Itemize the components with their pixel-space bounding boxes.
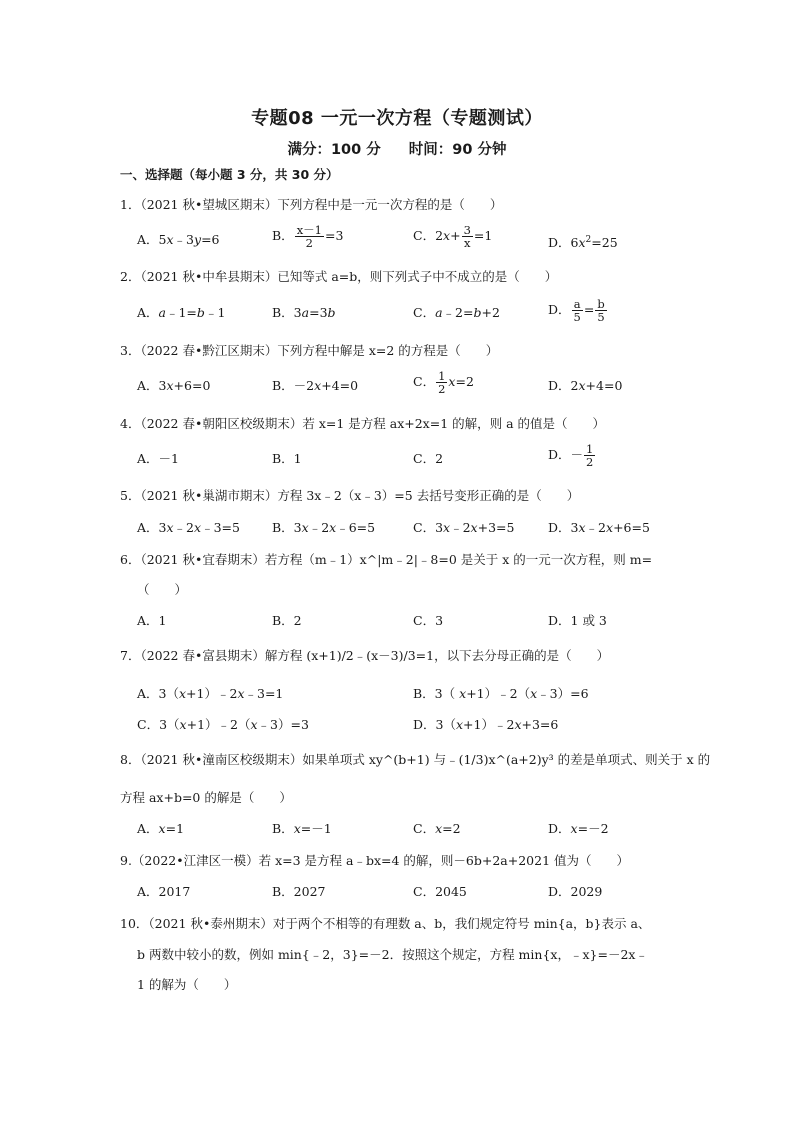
q5-option-b: B．3x﹣2x﹣6=5 [272,520,376,535]
q2-option-a: A．a﹣1=b﹣1 [137,305,226,320]
q4-option-b: B．1 [272,451,302,466]
q8-option-c: C．x=2 [413,821,461,836]
q3-option-b: B．－2x+4=0 [272,378,359,393]
page-title: 专题08 一元一次方程（专题测试） [251,108,543,129]
q3-option-c: C． $\frac{1}{2}$ x=2 [413,369,474,396]
q1-option-a: A．5x﹣3y=6 [137,232,220,247]
q1-option-b: B． $\frac{x-1}{2}$ =3 [272,223,344,250]
question-9: 9.（2022•江津区一模）若 x=3 是方程 a﹣bx=4 的解，则－6b+2a+2021 值为（ ） [120,853,630,868]
q3-option-d: D．2x+4=0 [548,378,623,393]
q5-option-c: C．3x﹣2x+3=5 [413,520,515,535]
question-6-line-2: （ ） [137,582,188,597]
question-3: 3．（2022 春•黔江区期末）下列方程中解是 x=2 的方程是（ ） [120,343,499,358]
time-limit: 时间：90 分钟 [408,142,507,158]
q4-option-a: A．－1 [137,451,179,466]
page-subtitle [0,138,794,159]
q4-option-d: D．－ $\frac{1}{2}$ [548,442,594,469]
q8-option-d: D．x=－2 [548,821,609,836]
q9-option-a: A．2017 [137,884,191,899]
q5-option-d: D．3x﹣2x+6=5 [548,520,650,535]
q7-option-b: B．3（ x+1）﹣2（x﹣3）=6 [413,686,589,701]
q4-option-c: C．2 [413,451,444,466]
question-8-line-1: 8．（2021 秋•潼南区校级期末）如果单项式 xy^(b+1) 与﹣(1/3)x^(a+2)y³ 的差是单项式、则关于 x 的 [120,752,711,767]
question-10-line-2: b 两数中较小的数，例如 min{﹣2，3}=－2．按照这个规定，方程 min{x，﹣x}=－2x﹣ [137,947,648,962]
q6-option-c: C．3 [413,613,444,628]
q5-option-a: A．3x﹣2x﹣3=5 [137,520,240,535]
q8-option-a: A．x=1 [137,821,185,836]
question-2: 2．（2021 秋•中牟县期末）已知等式 a=b，则下列式子中不成立的是（ ） [120,269,558,284]
q6-option-d: D．1 或 3 [548,613,607,628]
question-4: 4．（2022 春•朝阳区校级期末）若 x=1 是方程 ax+2x=1 的解，则 a 的值是（ ） [120,416,606,431]
q2-option-b: B．3a=3b [272,305,336,320]
q7-option-d: D．3（x+1）﹣2x+3=6 [413,717,559,732]
q9-option-b: B．2027 [272,884,326,899]
q6-option-a: A．1 [137,613,167,628]
question-10-line-1: 10．（2021 秋•泰州期末）对于两个不相等的有理数 a、b，我们规定符号 min{a，b}表示 a、 [120,916,651,931]
q1-option-d: D．$6x^2=25$ [548,235,618,251]
q8-option-b: B．x=－1 [272,821,332,836]
q9-option-c: C．2045 [413,884,467,899]
question-7: 7．（2022 春•富县期末）解方程 (x+1)/2﹣(x－3)/3=1，以下去分母正确的是（ ） [120,648,610,663]
q2-option-d: D． $\frac{a}{5}$ = $\frac{b}{5}$ [548,297,605,324]
q2-option-c: C．a﹣2=b+2 [413,305,500,320]
question-10-line-3: 1 的解为（ ） [137,977,237,992]
question-1: 1．（2021 秋•望城区期末）下列方程中是一元一次方程的是（ ） [120,197,503,212]
question-5: 5．（2021 秋•巢湖市期末）方程 3x﹣2（x﹣3）=5 去括号变形正确的是（ ） [120,488,580,503]
q7-option-c: C．3（x+1）﹣2（x﹣3）=3 [137,717,309,732]
question-8-line-2: 方程 ax+b=0 的解是（ ） [120,790,292,805]
question-6-line-1: 6．（2021 秋•宜春期末）若方程（m﹣1）x^|m﹣2|﹣8=0 是关于 x 的一元一次方程，则 m= [120,552,653,567]
section-heading: 一、选择题（每小题 3 分，共 30 分） [120,167,339,182]
q7-option-a: A．3（x+1）﹣2x﹣3=1 [137,686,284,701]
q1-option-c: C．2x+ $\frac{3}{x}$ =1 [413,223,493,250]
q6-option-b: B．2 [272,613,302,628]
full-score: 满分：100 分 [287,142,381,158]
q9-option-d: D．2029 [548,884,603,899]
q3-option-a: A．3x+6=0 [137,378,211,393]
